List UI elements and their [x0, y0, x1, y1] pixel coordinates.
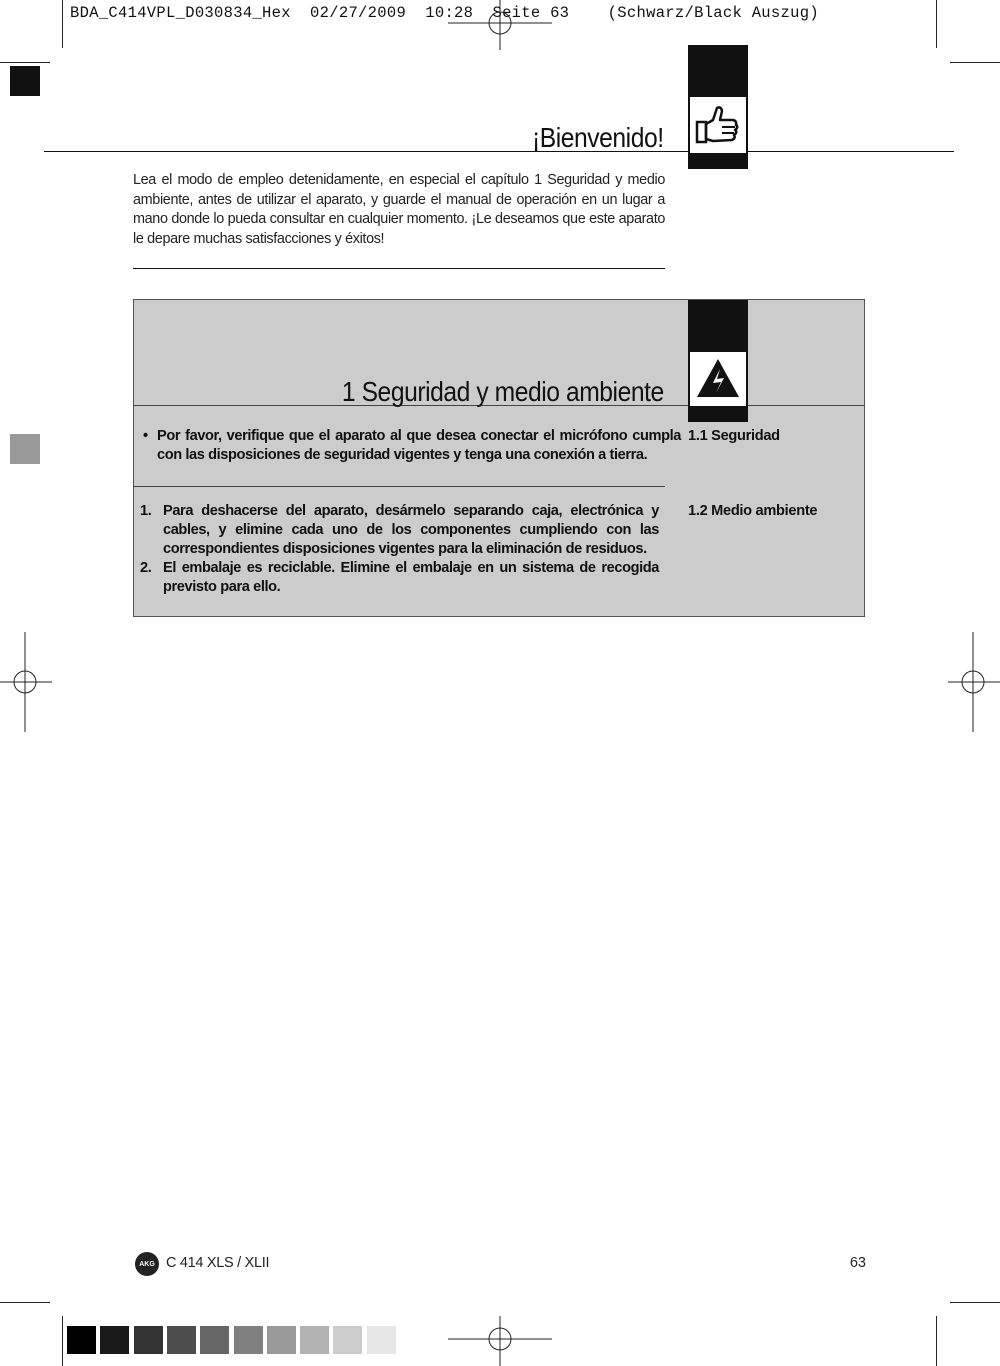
footer-model: C 414 XLS / XLII [166, 1255, 270, 1271]
color-swatch [300, 1326, 329, 1354]
section-icon-frame [690, 352, 746, 406]
header-rule [44, 151, 954, 152]
list-item [135, 559, 659, 597]
color-swatch [234, 1326, 263, 1354]
intro-rule [133, 268, 665, 269]
registration-mark-icon [948, 632, 1000, 732]
list-number: 1. [140, 503, 152, 519]
crop-mark [62, 0, 63, 48]
list-number: 2. [140, 560, 152, 576]
intro-paragraph: Lea el modo de empleo detenidamente, en especial el capítulo 1 Seguridad y medio ambiente, antes de utilizar el aparato, y guarde el manual de operación en un lugar a mano donde lo pueda consultar en cualquier momento. ¡Le deseamos que este aparato le depare muchas satisfacciones y éxitos! [133, 172, 665, 247]
list-item [135, 502, 659, 559]
registration-mark-icon [448, 0, 552, 50]
crop-mark [936, 0, 937, 48]
warning-triangle-icon [691, 353, 745, 405]
color-swatch [167, 1326, 196, 1354]
thumbs-up-icon [691, 98, 745, 152]
color-marker-gray [10, 434, 40, 464]
color-marker-black [10, 66, 40, 96]
crop-mark [950, 1302, 1000, 1303]
environment-label: 1.2 Medio ambiente [688, 503, 818, 519]
safety-bullet-item [135, 427, 681, 465]
color-swatch [367, 1326, 396, 1354]
bullet-icon: • [143, 428, 148, 444]
akg-logo: AKG [135, 1252, 159, 1276]
color-swatch [267, 1326, 296, 1354]
registration-mark-icon [0, 632, 52, 732]
crop-mark [0, 1302, 50, 1303]
safety-text: Por favor, verifique que el aparato al que desea conectar el micrófono cumpla con las disposiciones de seguridad vigentes y tenga una conexión a tierra. [157, 428, 681, 463]
registration-mark-icon [448, 1316, 552, 1366]
color-swatch [200, 1326, 229, 1354]
list-text: Para deshacerse del aparato, desármelo separando caja, electrónica y cables, y elimine cada uno de los componentes cumpliendo con las correspondientes disposiciones vigentes para la eliminación de residuos. [163, 503, 659, 557]
crop-mark [0, 62, 50, 63]
color-swatch [67, 1326, 96, 1354]
crop-mark [936, 1316, 937, 1366]
welcome-title: ¡Bienvenido! [532, 122, 664, 153]
crop-mark [62, 1316, 63, 1366]
color-swatch [100, 1326, 129, 1354]
list-text: El embalaje es reciclable. Elimine el embalaje en un sistema de recogida previsto para ello. [163, 560, 659, 595]
page-number: 63 [849, 1255, 866, 1271]
color-swatch [333, 1326, 362, 1354]
safety-label: 1.1 Seguridad [688, 428, 780, 444]
color-swatch [134, 1326, 163, 1354]
section-title: 1 Seguridad y medio ambiente [342, 376, 664, 407]
crop-mark [950, 62, 1000, 63]
environment-list [135, 502, 659, 597]
print-slug: BDA_C414VPL_D030834_Hex 02/27/2009 10:28 Seite 63 (Schwarz/Black Auszug) [70, 4, 819, 22]
subsection-rule [133, 486, 665, 487]
welcome-icon-frame [690, 97, 746, 153]
